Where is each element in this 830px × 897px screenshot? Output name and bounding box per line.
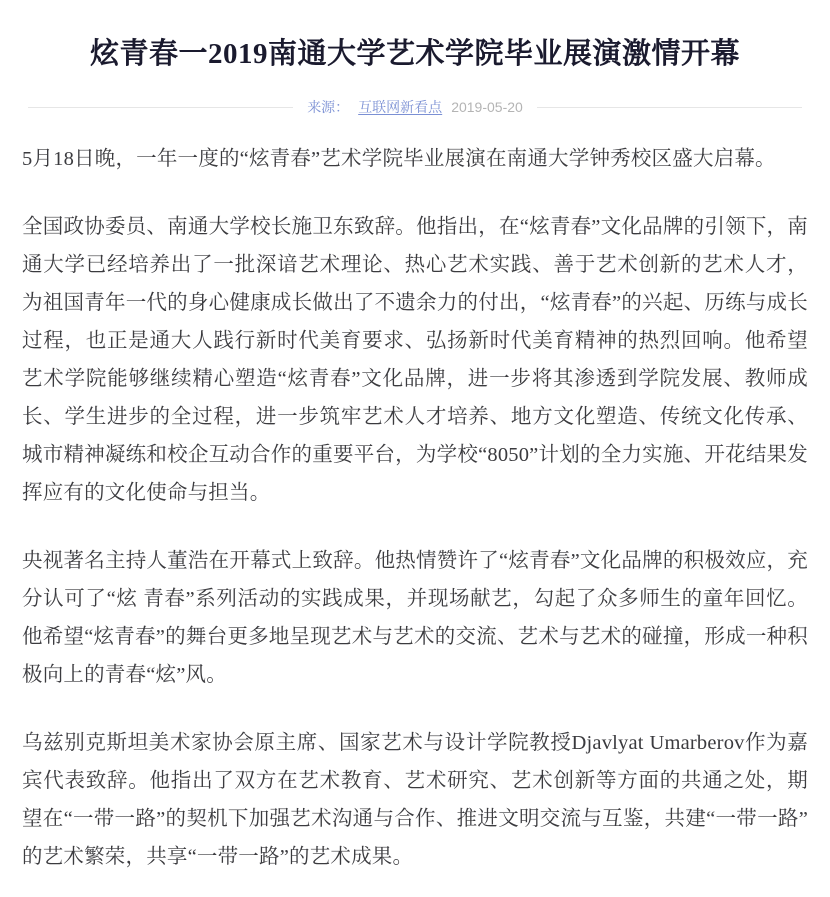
article-paragraph: 央视著名主持人董浩在开幕式上致辞。他热情赞许了“炫青春”文化品牌的积极效应，充分认可了“炫 青春”系列活动的实践成果，并现场献艺，勾起了众多师生的童年回忆。他希望“炫青春”的舞台更多地呈现艺术与艺术的交流、艺术与艺术的碰撞，形成一种积极向上的青春“炫”风。 <box>22 550 808 686</box>
source-label: 来源： <box>307 99 350 115</box>
article-meta <box>28 96 802 118</box>
source-link[interactable]: 互联网新看点 <box>358 99 443 115</box>
meta-content <box>293 97 537 117</box>
article-paragraph: 乌兹别克斯坦美术家协会原主席、国家艺术与设计学院教授Djavlyat Umarberov作为嘉宾代表致辞。他指出了双方在艺术教育、艺术研究、艺术创新等方面的共通之处，期望在“一带一路”的契机下加强艺术沟通与合作、推进文明交流与互鉴，共建“一带一路”的艺术繁荣，共享“一带一路”的艺术成果。 <box>22 732 808 868</box>
article-body <box>0 140 830 876</box>
publish-date: 2019-05-20 <box>451 99 523 115</box>
article-paragraph: 5月18日晚，一年一度的“炫青春”艺术学院毕业展演在南通大学钟秀校区盛大启幕。 <box>22 148 776 170</box>
article-paragraph: 全国政协委员、南通大学校长施卫东致辞。他指出，在“炫青春”文化品牌的引领下，南通大学已经培养出了一批深谙艺术理论、热心艺术实践、善于艺术创新的艺术人才，为祖国青年一代的身心健康成长做出了不遗余力的付出，“炫青春”的兴起、历练与成长过程，也正是通大人践行新时代美育要求、弘扬新时代美育精神的热烈回响。他希望艺术学院能够继续精心塑造“炫青春”文化品牌，进一步将其渗透到学院发展、教师成长、学生进步的全过程，进一步筑牢艺术人才培养、地方文化塑造、传统文化传承、城市精神凝练和校企互动合作的重要平台，为学校“8050”计划的全力实施、开花结果发挥应有的文化使命与担当。 <box>22 216 808 504</box>
page-title: 炫青春一2019南通大学艺术学院毕业展演激情开幕 <box>89 38 740 70</box>
